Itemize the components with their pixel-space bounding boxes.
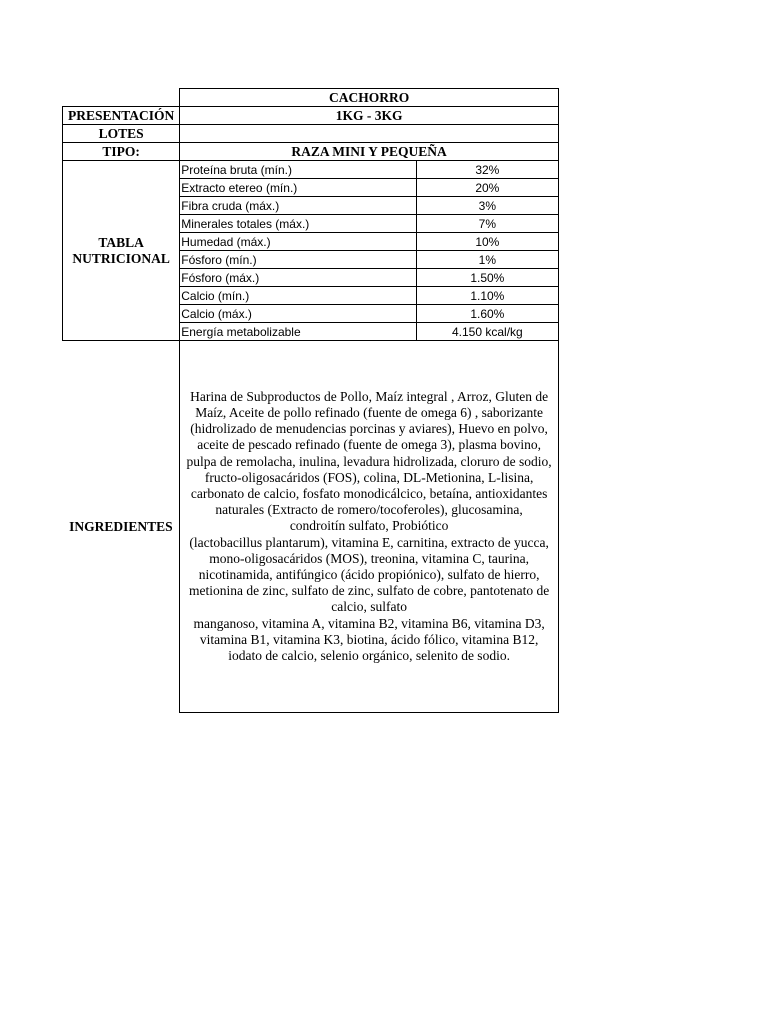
product-header-row xyxy=(63,89,559,107)
nutrient-value: 1.50% xyxy=(416,269,558,287)
nutrient-name: Extracto etereo (mín.) xyxy=(180,179,416,197)
nutrient-name: Calcio (máx.) xyxy=(180,305,416,323)
presentacion-label: PRESENTACIÓN xyxy=(63,107,180,125)
nutrient-name: Calcio (mín.) xyxy=(180,287,416,305)
tipo-value: RAZA MINI Y PEQUEÑA xyxy=(180,143,559,161)
ingredients-text: Harina de Subproductos de Pollo, Maíz integral , Arroz, Gluten de Maíz, Aceite de pollo refinado (fuente de omega 6) , saborizante (hidrolizado de menudencias porcinas y aviares), Huevo en polvo, aceite de pescado refinado (fuente de omega 3), plasma bovino, pulpa de remolacha, inulina, levadura hidrolizada, cloruro de sodio, fructo-oligosacáridos (FOS), colina, DL-Metionina, L-lisina, carbonato de calcio, fosfato monodicálcico, betaína, antioxidantes naturales (Extracto de romero/tocoferoles), glucosamina, condroitín sulfato, Probiótico (lactobacillus plantarum), vitamina E, carnitina, extracto de yucca, mono-oligosacáridos (MOS), treonina, vitamina C, taurina, nicotinamida, antifúngico (ácido propiónico), sulfato de hierro, metionina de zinc, sulfato de zinc, sulfato de cobre, pantotenato de calcio, sulfato manganoso, vitamina A, vitamina B2, vitamina B6, vitamina D3, vitamina B1, vitamina K3, biotina, ácido fólico, vitamina B12, iodato de calcio, selenio orgánico, selenito de sodio. xyxy=(180,341,559,713)
lotes-value xyxy=(180,125,559,143)
nutrient-name: Fibra cruda (máx.) xyxy=(180,197,416,215)
ingredients-row xyxy=(63,341,559,713)
presentacion-value: 1KG - 3KG xyxy=(180,107,559,125)
nutrient-value: 1.60% xyxy=(416,305,558,323)
nutrient-value: 1% xyxy=(416,251,558,269)
nutrient-value: 20% xyxy=(416,179,558,197)
nutrient-value: 4.150 kcal/kg xyxy=(416,323,558,341)
nutrient-name: Proteína bruta (mín.) xyxy=(180,161,416,179)
nutrient-name: Fósforo (máx.) xyxy=(180,269,416,287)
spec-table xyxy=(62,88,559,713)
nutrient-value: 32% xyxy=(416,161,558,179)
lotes-label: LOTES xyxy=(63,125,180,143)
tipo-label: TIPO: xyxy=(63,143,180,161)
nutrient-value: 3% xyxy=(416,197,558,215)
nutrient-value: 1.10% xyxy=(416,287,558,305)
nutrition-row xyxy=(63,161,559,179)
empty-corner-cell xyxy=(63,89,180,107)
product-title: CACHORRO xyxy=(180,89,559,107)
product-spec-sheet xyxy=(62,88,559,713)
lotes-row xyxy=(63,125,559,143)
ingredients-label: INGREDIENTES xyxy=(69,518,173,534)
nutrition-table-label: TABLA NUTRICIONAL xyxy=(63,161,180,341)
nutrient-value: 10% xyxy=(416,233,558,251)
nutrient-name: Fósforo (mín.) xyxy=(180,251,416,269)
nutrient-name: Humedad (máx.) xyxy=(180,233,416,251)
nutrient-name: Energía metabolizable xyxy=(180,323,416,341)
nutrient-value: 7% xyxy=(416,215,558,233)
nutrient-name: Minerales totales (máx.) xyxy=(180,215,416,233)
presentacion-row xyxy=(63,107,559,125)
tipo-row xyxy=(63,143,559,161)
